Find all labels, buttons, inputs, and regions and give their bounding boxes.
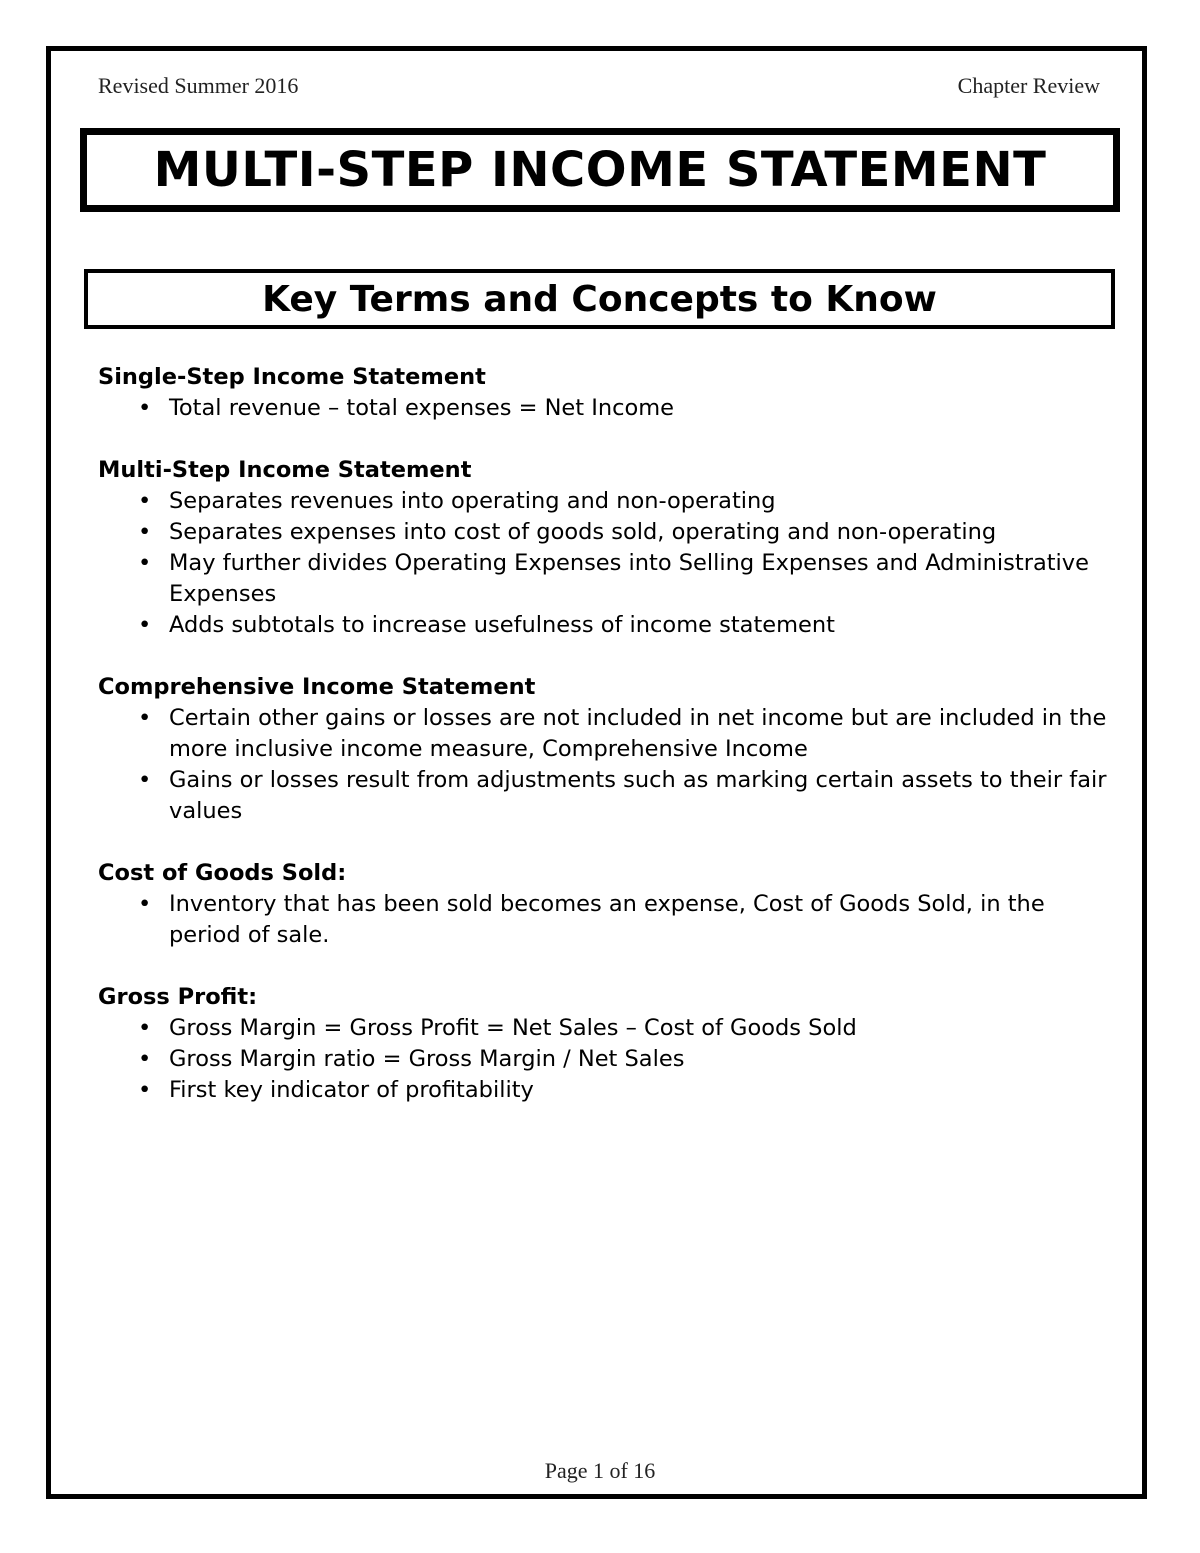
list-item — [98, 765, 1118, 827]
bullet-icon: • — [138, 519, 152, 545]
bullet-icon: • — [138, 1015, 152, 1041]
bullet-list — [98, 486, 1118, 641]
header-revision: Revised Summer 2016 — [98, 73, 299, 98]
list-item — [98, 548, 1118, 610]
section-heading: Cost of Goods Sold: — [98, 860, 347, 886]
section-heading: Multi-Step Income Statement — [98, 457, 472, 483]
section-single-step — [98, 362, 1118, 424]
bullet-list — [98, 393, 1118, 424]
list-item — [98, 1044, 1118, 1075]
bullet-icon: • — [138, 705, 152, 731]
section-heading: Single-Step Income Statement — [98, 364, 486, 390]
section-comprehensive — [98, 672, 1118, 827]
page-title: MULTI-STEP INCOME STATEMENT — [153, 142, 1047, 198]
bullet-list — [98, 1013, 1118, 1106]
bullet-icon: • — [138, 488, 152, 514]
list-item-text: Gross Margin ratio = Gross Margin / Net Sales — [169, 1046, 685, 1072]
list-item — [98, 393, 1118, 424]
bullet-icon: • — [138, 1077, 152, 1103]
list-item-text: Gains or losses result from adjustments such as marking certain assets to their fair values — [169, 767, 1107, 824]
bullet-icon: • — [138, 1046, 152, 1072]
list-item-text: Gross Margin = Gross Profit = Net Sales – Cost of Goods Sold — [169, 1015, 857, 1041]
bullet-icon: • — [138, 395, 152, 421]
bullet-icon: • — [138, 550, 152, 576]
list-item — [98, 517, 1118, 548]
list-item-text: Inventory that has been sold becomes an expense, Cost of Goods Sold, in the period of sale. — [169, 891, 1045, 948]
list-item — [98, 486, 1118, 517]
section-heading: Gross Profit: — [98, 984, 258, 1010]
list-item — [98, 703, 1118, 765]
list-item — [98, 610, 1118, 641]
list-item — [98, 1075, 1118, 1106]
subtitle-box — [84, 269, 1115, 329]
list-item-text: Total revenue – total expenses = Net Income — [169, 395, 675, 421]
list-item-text: May further divides Operating Expenses into Selling Expenses and Administrative Expenses — [169, 550, 1089, 607]
list-item-text: First key indicator of profitability — [169, 1077, 534, 1103]
key-terms-content — [98, 362, 1118, 1137]
list-item — [98, 1013, 1118, 1044]
bullet-list — [98, 889, 1118, 951]
list-item-text: Adds subtotals to increase usefulness of income statement — [169, 612, 835, 638]
section-heading: Comprehensive Income Statement — [98, 674, 536, 700]
list-item — [98, 889, 1118, 951]
bullet-icon: • — [138, 612, 152, 638]
bullet-list — [98, 703, 1118, 827]
section-title: Key Terms and Concepts to Know — [262, 278, 937, 320]
section-multi-step — [98, 455, 1118, 641]
bullet-icon: • — [138, 767, 152, 793]
header-chapter-label: Chapter Review — [957, 73, 1100, 98]
section-cogs — [98, 858, 1118, 951]
bullet-icon: • — [138, 891, 152, 917]
list-item-text: Separates expenses into cost of goods sold, operating and non-operating — [169, 519, 997, 545]
page-number: Page 1 of 16 — [544, 1458, 656, 1483]
section-gross-profit — [98, 982, 1118, 1106]
title-box — [80, 128, 1120, 212]
list-item-text: Separates revenues into operating and non-operating — [169, 488, 776, 514]
list-item-text: Certain other gains or losses are not included in net income but are included in the more inclusive income measure, Comprehensive Income — [169, 705, 1107, 762]
